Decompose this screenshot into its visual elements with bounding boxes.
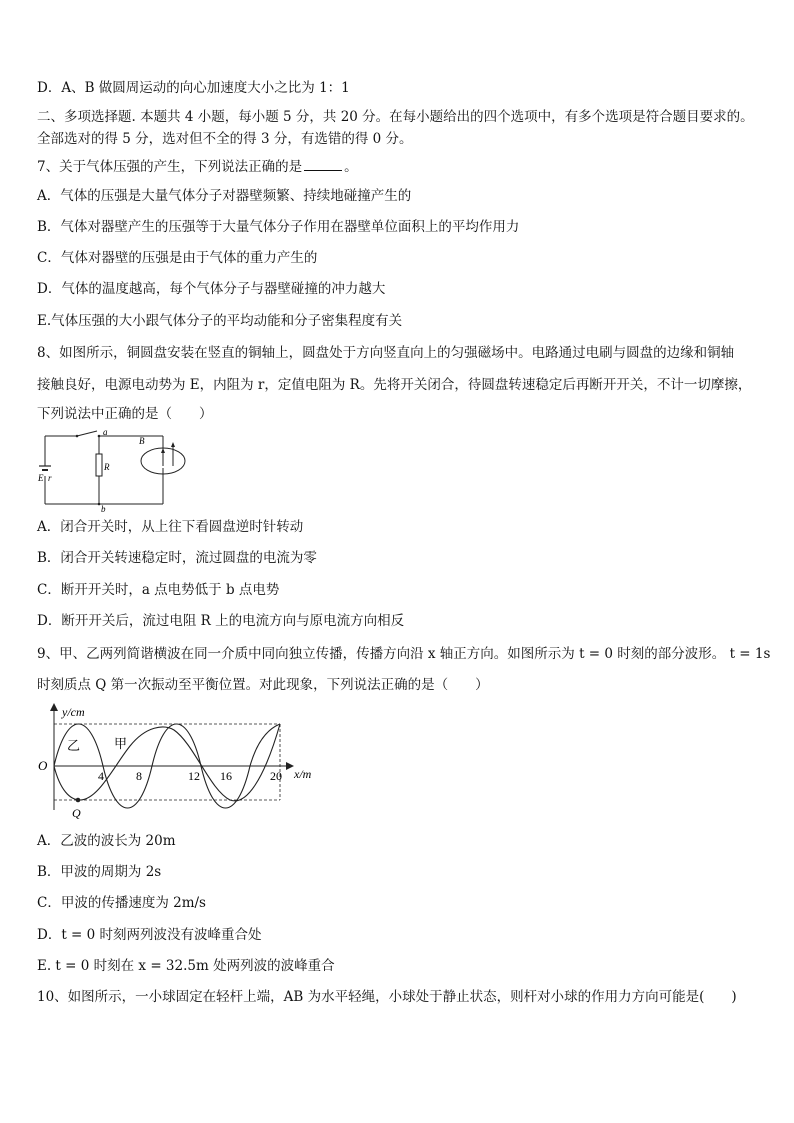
q7-option-e: E.气体压强的大小跟气体分子的平均动能和分子密集程度有关	[37, 313, 403, 329]
section2-heading-line1: 二、多项选择题. 本题共 4 小题，每小题 5 分，共 20 分。在每小题给出的四个选项中，有多个选项是符合题目要求的。	[37, 109, 754, 125]
q8-stem-line2: 接触良好，电源电动势为 E，内阻为 r，定值电阻为 R。先将开关闭合，待圆盘转速稳定后再断开开关，不计一切摩擦，	[37, 377, 752, 393]
point-q-label: Q	[72, 806, 81, 820]
q7-stem	[37, 158, 358, 176]
q8-stem-line1: 8、如图所示，铜圆盘安装在竖直的铜轴上，圆盘处于方向竖直向上的匀强磁场中。电路通过电刷与圆盘的边缘和铜轴	[37, 345, 735, 361]
tick-4: 4	[98, 769, 104, 783]
q9-option-b: B．甲波的周期为 2s	[37, 864, 162, 880]
q10-stem: 10、如图所示，一小球固定在轻杆上端，AB 为水平轻绳，小球处于静止状态，则杆对小球的作用力方向可能是( )	[37, 989, 737, 1005]
wave-yi-label: 乙	[67, 738, 81, 753]
q9-option-c: C．甲波的传播速度为 2m/s	[37, 895, 206, 911]
y-axis-label: y/cm	[62, 705, 85, 719]
label-B: B	[139, 436, 145, 446]
q7-stem-end: 。	[344, 159, 358, 175]
tick-20: 20	[270, 769, 282, 783]
q8-stem-line3: 下列说法中正确的是（ ）	[37, 406, 213, 422]
origin-label: O	[38, 758, 48, 773]
q7-option-d: D．气体的温度越高，每个气体分子与器壁碰撞的冲力越大	[37, 281, 386, 297]
q9-option-e: E. t = 0 时刻在 x = 32.5m 处两列波的波峰重合	[37, 958, 335, 974]
q7-option-b: B．气体对器壁产生的压强等于大量气体分子作用在器壁单位面积上的平均作用力	[37, 219, 520, 235]
label-E: E	[38, 473, 44, 483]
answer-blank	[304, 158, 342, 171]
label-b: b	[101, 504, 106, 514]
label-r: r	[48, 473, 52, 483]
q7-stem-text: 7、关于气体压强的产生，下列说法正确的是	[37, 159, 303, 175]
q9-wave-figure	[34, 700, 324, 822]
tick-16: 16	[220, 769, 232, 783]
point-q	[76, 798, 81, 803]
q7-option-a: A．气体的压强是大量气体分子对器壁频繁、持续地碰撞产生的	[37, 188, 412, 204]
wave-jia-label: 甲	[114, 736, 128, 751]
tick-8: 8	[136, 769, 142, 783]
q8-option-c: C．断开开关时，a 点电势低于 b 点电势	[37, 582, 280, 598]
q9-option-a: A．乙波的波长为 20m	[37, 833, 176, 849]
q8-option-d: D．断开开关后，流过电阻 R 上的电流方向与原电流方向相反	[37, 613, 405, 629]
label-a: a	[103, 428, 108, 437]
q6-option-d: D．A、B 做圆周运动的向心加速度大小之比为 1：1	[37, 80, 350, 96]
q8-option-a: A．闭合开关时，从上往下看圆盘逆时针转动	[37, 519, 304, 535]
x-axis-label: x/m	[294, 767, 312, 781]
wave-yi-curve	[54, 724, 280, 801]
q9-stem-line1: 9、甲、乙两列简谐横波在同一介质中同向独立传播，传播方向沿 x 轴正方向。如图所示为 t = 0 时刻的部分波形。 t = 1s	[37, 646, 771, 662]
q8-circuit-figure	[37, 428, 192, 514]
label-R: R	[104, 462, 110, 472]
q9-stem-line2: 时刻质点 Q 第一次振动至平衡位置。对此现象，下列说法正确的是（ ）	[37, 677, 489, 693]
q9-option-d: D．t = 0 时刻两列波没有波峰重合处	[37, 927, 262, 943]
section2-heading-line2: 全部选对的得 5 分，选对但不全的得 3 分，有选错的得 0 分。	[37, 131, 413, 147]
q7-option-c: C．气体对器壁的压强是由于气体的重力产生的	[37, 250, 318, 266]
q8-option-b: B．闭合开关转速稳定时，流过圆盘的电流为零	[37, 550, 317, 566]
tick-12: 12	[188, 769, 200, 783]
